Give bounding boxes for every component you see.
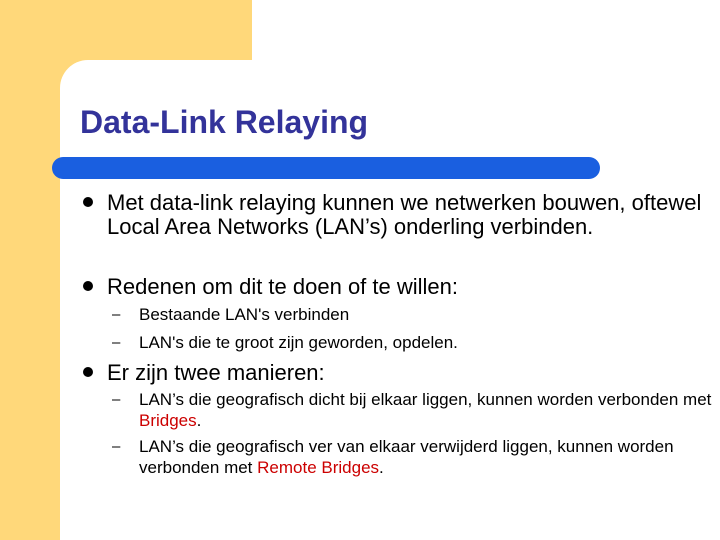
sub-bullet-text: LAN’s die geografisch dicht bij elkaar liggen, kunnen worden verbonden met bbox=[139, 390, 712, 409]
bullet-dot bbox=[83, 281, 93, 291]
slide-title: Data-Link Relaying bbox=[80, 104, 369, 140]
sub-bullet-dash: – bbox=[112, 334, 121, 351]
sub-bullet-item: Bestaande LAN's verbinden bbox=[139, 305, 350, 324]
sub-bullet-text-end: . bbox=[196, 411, 202, 430]
sub-bullet-item bbox=[139, 436, 714, 478]
bullet-item: Met data-link relaying kunnen we netwerken bouwen, oftewel Local Area Networks (LAN’s) onderling verbinden. bbox=[107, 190, 702, 239]
sub-bullet-item bbox=[139, 389, 714, 431]
bullet-item: Redenen om dit te doen of te willen: bbox=[107, 274, 459, 299]
sub-bullet-dash: – bbox=[112, 306, 121, 323]
bullet-item: Er zijn twee manieren: bbox=[107, 360, 325, 385]
highlight-remote-bridges: Remote Bridges bbox=[257, 458, 380, 477]
sub-bullet-text-end: . bbox=[379, 458, 384, 477]
bullet-dot bbox=[83, 367, 93, 377]
sub-bullet-item: LAN's die te groot zijn geworden, opdelen. bbox=[139, 333, 458, 352]
bullet-dot bbox=[83, 197, 93, 207]
sub-bullet-text: LAN’s die geografisch ver van elkaar verwijderd liggen, kunnen worden verbonden met bbox=[139, 437, 674, 477]
sub-bullet-dash: – bbox=[112, 391, 121, 408]
sub-bullet-dash: – bbox=[112, 438, 121, 455]
highlight-bridges: Bridges bbox=[139, 411, 197, 430]
